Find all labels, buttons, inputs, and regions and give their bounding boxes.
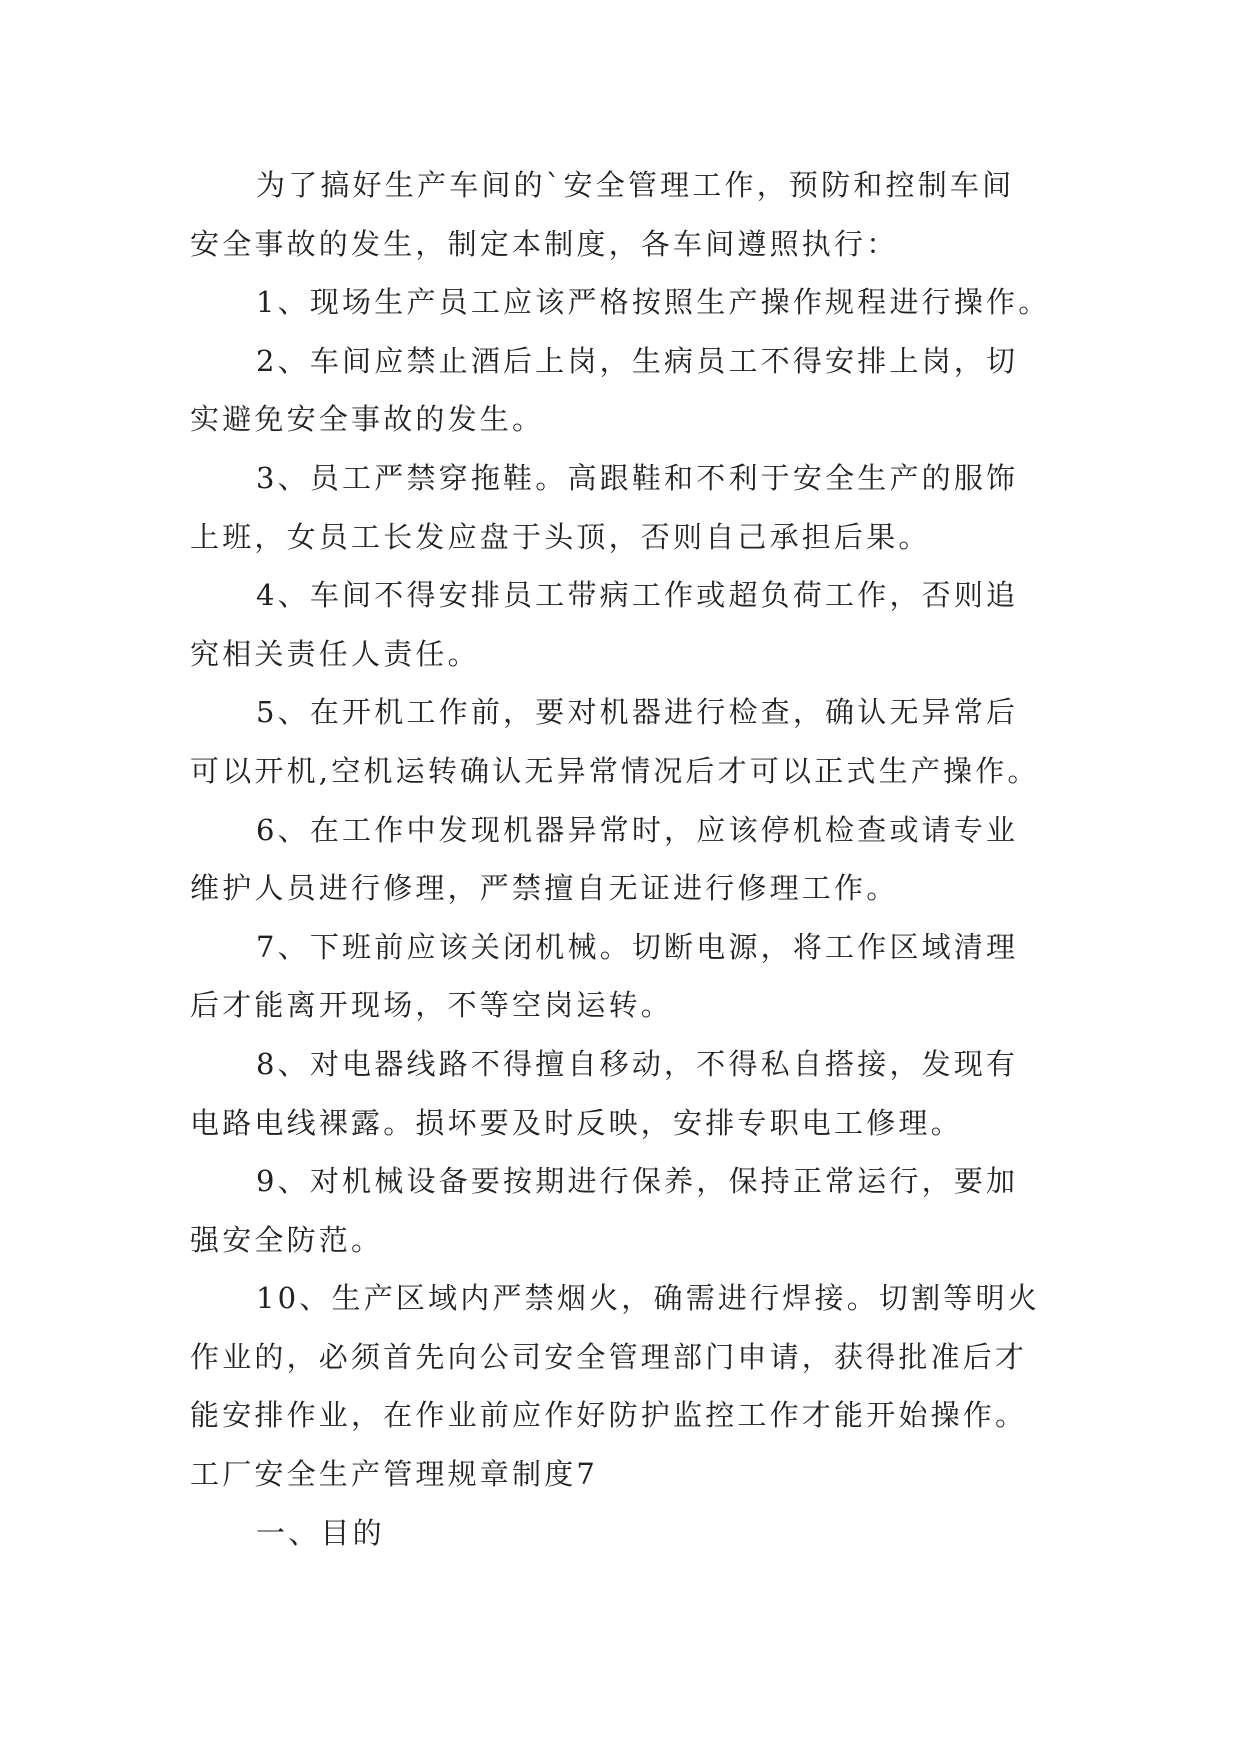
- text-line-21: 作业的，必须首先向公司安全管理部门申请，获得批准后才: [190, 1339, 1028, 1374]
- text-line-3: 1、现场生产员工应该严格按照生产操作规程进行操作。: [256, 285, 1051, 320]
- text-line-2: 安全事故的发生，制定本制度，各车间遵照执行：: [190, 226, 899, 261]
- text-line-18: 9、对机械设备要按期进行保养，保持正常运行，要加: [256, 1164, 1019, 1199]
- text-line-1: 为了搞好生产车间的`安全管理工作，预防和控制车间: [256, 168, 1015, 202]
- text-line-10: 5、在开机工作前，要对机器进行检查，确认无异常后: [256, 695, 1019, 730]
- text-line-15: 后才能离开现场，不等空岗运转。: [190, 988, 674, 1023]
- text-line-5: 实避免安全事故的发生。: [190, 402, 545, 437]
- document-body: [190, 156, 1070, 1562]
- text-line-14: 7、下班前应该关闭机械。切断电源，将工作区域清理: [256, 929, 1019, 964]
- text-line-20: 10、生产区域内严禁烟火，确需进行焊接。切割等明火: [256, 1281, 1040, 1316]
- text-line-19: 强安全防范。: [190, 1222, 384, 1257]
- text-line-12: 6、在工作中发现机器异常时，应该停机检查或请专业: [256, 812, 1019, 847]
- text-line-22: 能安排作业，在作业前应作好防护监控工作才能开始操作。: [190, 1398, 1028, 1433]
- text-line-8: 4、车间不得安排员工带病工作或超负荷工作，否则追: [256, 578, 1019, 613]
- text-line-7: 上班，女员工长发应盘于头顶，否则自己承担后果。: [190, 519, 931, 554]
- text-line-17: 电路电线裸露。损坏要及时反映，安排专职电工修理。: [190, 1105, 963, 1140]
- text-line-4: 2、车间应禁止酒后上岗，生病员工不得安排上岗，切: [256, 343, 1019, 378]
- text-line-16: 8、对电器线路不得擅自移动，不得私自搭接，发现有: [256, 1046, 1019, 1081]
- text-line-13: 维护人员进行修理，严禁擅自无证进行修理工作。: [190, 871, 899, 906]
- text-line-9: 究相关责任人责任。: [190, 636, 480, 671]
- text-line-6: 3、员工严禁穿拖鞋。高跟鞋和不利于安全生产的服饰: [256, 460, 1019, 495]
- subsection-heading: 一、目的: [256, 1515, 385, 1550]
- section-title: 工厂安全生产管理规章制度7: [190, 1457, 599, 1492]
- text-line-11: 可以开机,空机运转确认无异常情况后才可以正式生产操作。: [190, 753, 1040, 788]
